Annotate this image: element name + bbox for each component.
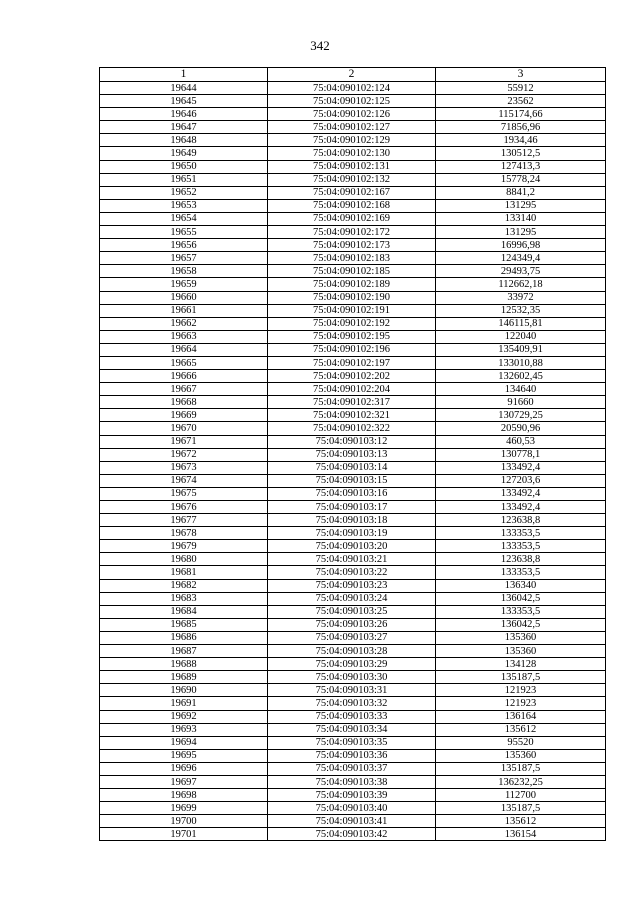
- table-row: [100, 343, 606, 356]
- table-cell-col-3: 133492,4: [436, 461, 606, 474]
- table-row: [100, 317, 606, 330]
- table-cell-col-3: 71856,96: [436, 121, 606, 134]
- table-row: [100, 435, 606, 448]
- table-cell-col-3: 29493,75: [436, 265, 606, 278]
- table-cell-col-2: 75:04:090102:129: [268, 134, 436, 147]
- table-cell-col-2: 75:04:090103:20: [268, 540, 436, 553]
- table-cell-col-2: 75:04:090102:197: [268, 356, 436, 369]
- table-cell-col-1: 19653: [100, 199, 268, 212]
- table-row: [100, 226, 606, 239]
- table-row: [100, 370, 606, 383]
- table-cell-col-2: 75:04:090103:23: [268, 579, 436, 592]
- table-cell-col-2: 75:04:090103:18: [268, 514, 436, 527]
- table-cell-col-1: 19662: [100, 317, 268, 330]
- table-cell-col-3: 133353,5: [436, 540, 606, 553]
- table-cell-col-1: 19690: [100, 684, 268, 697]
- table-cell-col-2: 75:04:090102:183: [268, 252, 436, 265]
- page-number: 342: [310, 38, 330, 53]
- table-cell-col-2: 75:04:090103:21: [268, 553, 436, 566]
- table-cell-col-2: 75:04:090102:127: [268, 121, 436, 134]
- table-cell-col-1: 19666: [100, 370, 268, 383]
- table-row: [100, 645, 606, 658]
- table-cell-col-1: 19696: [100, 762, 268, 775]
- table-cell-col-1: 19673: [100, 461, 268, 474]
- table-cell-col-3: 133010,88: [436, 356, 606, 369]
- table-cell-col-1: 19675: [100, 487, 268, 500]
- table-cell-col-2: 75:04:090103:15: [268, 474, 436, 487]
- table-cell-col-2: 75:04:090102:190: [268, 291, 436, 304]
- table-cell-col-3: 146115,81: [436, 317, 606, 330]
- table-cell-col-3: 130512,5: [436, 147, 606, 160]
- table-row: [100, 108, 606, 121]
- table-cell-col-3: 134640: [436, 383, 606, 396]
- table-cell-col-3: 135612: [436, 815, 606, 828]
- table-cell-col-2: 75:04:090102:126: [268, 108, 436, 121]
- table-cell-col-1: 19658: [100, 265, 268, 278]
- table-cell-col-1: 19660: [100, 291, 268, 304]
- table-cell-col-1: 19692: [100, 710, 268, 723]
- header-row: [100, 68, 606, 82]
- column-header-3: 3: [436, 68, 606, 82]
- table-cell-col-1: 19672: [100, 448, 268, 461]
- table-row: [100, 291, 606, 304]
- table-cell-col-2: 75:04:090102:124: [268, 82, 436, 95]
- table-cell-col-2: 75:04:090103:12: [268, 435, 436, 448]
- table-cell-col-3: 127413,3: [436, 160, 606, 173]
- table-cell-col-3: 135360: [436, 749, 606, 762]
- table-cell-col-2: 75:04:090102:195: [268, 330, 436, 343]
- table-cell-col-3: 133353,5: [436, 566, 606, 579]
- table-cell-col-2: 75:04:090102:167: [268, 186, 436, 199]
- table-cell-col-3: 133353,5: [436, 605, 606, 618]
- table-row: [100, 212, 606, 225]
- table-cell-col-2: 75:04:090103:19: [268, 527, 436, 540]
- table-cell-col-3: 23562: [436, 95, 606, 108]
- table-cell-col-2: 75:04:090102:192: [268, 317, 436, 330]
- table-cell-col-3: 133492,4: [436, 501, 606, 514]
- table-cell-col-1: 19680: [100, 553, 268, 566]
- table-cell-col-3: 136154: [436, 828, 606, 841]
- table-cell-col-2: 75:04:090103:33: [268, 710, 436, 723]
- table-cell-col-1: 19664: [100, 343, 268, 356]
- table-cell-col-3: 130729,25: [436, 409, 606, 422]
- table-row: [100, 487, 606, 500]
- table-cell-col-2: 75:04:090102:172: [268, 226, 436, 239]
- table-cell-col-2: 75:04:090102:202: [268, 370, 436, 383]
- table-row: [100, 147, 606, 160]
- table-cell-col-3: 121923: [436, 697, 606, 710]
- table-cell-col-3: 136042,5: [436, 592, 606, 605]
- table-cell-col-2: 75:04:090103:16: [268, 487, 436, 500]
- table-cell-col-1: 19652: [100, 186, 268, 199]
- table-cell-col-3: 12532,35: [436, 304, 606, 317]
- table-cell-col-3: 20590,96: [436, 422, 606, 435]
- table-cell-col-3: 122040: [436, 330, 606, 343]
- table-row: [100, 736, 606, 749]
- table-cell-col-3: 460,53: [436, 435, 606, 448]
- table-cell-col-3: 95520: [436, 736, 606, 749]
- table-row: [100, 304, 606, 317]
- table-cell-col-2: 75:04:090102:173: [268, 239, 436, 252]
- table-row: [100, 160, 606, 173]
- table-row: [100, 356, 606, 369]
- table-cell-col-1: 19674: [100, 474, 268, 487]
- table-row: [100, 789, 606, 802]
- table-cell-col-3: 131295: [436, 199, 606, 212]
- table-cell-col-2: 75:04:090102:322: [268, 422, 436, 435]
- table-row: [100, 396, 606, 409]
- table-cell-col-2: 75:04:090103:42: [268, 828, 436, 841]
- table-cell-col-1: 19657: [100, 252, 268, 265]
- table-cell-col-1: 19645: [100, 95, 268, 108]
- table-cell-col-1: 19663: [100, 330, 268, 343]
- table-cell-col-3: 135612: [436, 723, 606, 736]
- column-header-1: 1: [100, 68, 268, 82]
- table-row: [100, 474, 606, 487]
- table-cell-col-2: 75:04:090103:17: [268, 501, 436, 514]
- table-row: [100, 82, 606, 95]
- table-cell-col-3: 16996,98: [436, 239, 606, 252]
- table-cell-col-3: 15778,24: [436, 173, 606, 186]
- table-row: [100, 265, 606, 278]
- table-cell-col-3: 123638,8: [436, 553, 606, 566]
- table-header: [100, 68, 606, 82]
- table-cell-col-3: 134128: [436, 658, 606, 671]
- table-cell-col-1: 19687: [100, 645, 268, 658]
- table-cell-col-1: 19661: [100, 304, 268, 317]
- table-row: [100, 566, 606, 579]
- table-cell-col-1: 19650: [100, 160, 268, 173]
- table-row: [100, 422, 606, 435]
- table-row: [100, 199, 606, 212]
- table-cell-col-2: 75:04:090102:185: [268, 265, 436, 278]
- table-cell-col-1: 19678: [100, 527, 268, 540]
- table-row: [100, 409, 606, 422]
- table-cell-col-3: 91660: [436, 396, 606, 409]
- table-cell-col-3: 135187,5: [436, 671, 606, 684]
- table-cell-col-3: 136042,5: [436, 618, 606, 631]
- table-cell-col-2: 75:04:090103:24: [268, 592, 436, 605]
- table-cell-col-3: 55912: [436, 82, 606, 95]
- table-cell-col-1: 19671: [100, 435, 268, 448]
- table-cell-col-2: 75:04:090103:25: [268, 605, 436, 618]
- table-cell-col-1: 19670: [100, 422, 268, 435]
- table-cell-col-2: 75:04:090103:38: [268, 775, 436, 788]
- table-row: [100, 828, 606, 841]
- table-cell-col-1: 19677: [100, 514, 268, 527]
- table-cell-col-3: 135360: [436, 645, 606, 658]
- table-cell-col-2: 75:04:090103:40: [268, 802, 436, 815]
- table-row: [100, 631, 606, 644]
- table-cell-col-2: 75:04:090102:168: [268, 199, 436, 212]
- table-cell-col-2: 75:04:090103:35: [268, 736, 436, 749]
- table-cell-col-2: 75:04:090102:317: [268, 396, 436, 409]
- table-cell-col-3: 130778,1: [436, 448, 606, 461]
- table-cell-col-1: 19694: [100, 736, 268, 749]
- table-cell-col-2: 75:04:090102:125: [268, 95, 436, 108]
- table-row: [100, 448, 606, 461]
- table-row: [100, 605, 606, 618]
- table-cell-col-1: 19689: [100, 671, 268, 684]
- table-cell-col-2: 75:04:090102:131: [268, 160, 436, 173]
- table-cell-col-3: 121923: [436, 684, 606, 697]
- table-cell-col-3: 135187,5: [436, 802, 606, 815]
- table-cell-col-1: 19700: [100, 815, 268, 828]
- table-row: [100, 95, 606, 108]
- table-cell-col-1: 19668: [100, 396, 268, 409]
- table-cell-col-2: 75:04:090103:31: [268, 684, 436, 697]
- table-cell-col-1: 19648: [100, 134, 268, 147]
- table-cell-col-3: 127203,6: [436, 474, 606, 487]
- table-cell-col-2: 75:04:090102:130: [268, 147, 436, 160]
- table-body: [100, 82, 606, 841]
- table-cell-col-3: 131295: [436, 226, 606, 239]
- table-cell-col-2: 75:04:090103:26: [268, 618, 436, 631]
- table-row: [100, 592, 606, 605]
- table-cell-col-1: 19681: [100, 566, 268, 579]
- table-cell-col-2: 75:04:090103:39: [268, 789, 436, 802]
- table-cell-col-1: 19676: [100, 501, 268, 514]
- table-row: [100, 501, 606, 514]
- table-cell-col-3: 123638,8: [436, 514, 606, 527]
- table-cell-col-3: 133492,4: [436, 487, 606, 500]
- table-cell-col-3: 8841,2: [436, 186, 606, 199]
- table-row: [100, 527, 606, 540]
- table-cell-col-2: 75:04:090102:189: [268, 278, 436, 291]
- table-cell-col-3: 135187,5: [436, 762, 606, 775]
- table-row: [100, 723, 606, 736]
- table-cell-col-3: 33972: [436, 291, 606, 304]
- table-cell-col-1: 19684: [100, 605, 268, 618]
- table-row: [100, 173, 606, 186]
- table-row: [100, 749, 606, 762]
- table-row: [100, 618, 606, 631]
- table-cell-col-1: 19686: [100, 631, 268, 644]
- table-cell-col-1: 19697: [100, 775, 268, 788]
- table-cell-col-1: 19669: [100, 409, 268, 422]
- table-row: [100, 278, 606, 291]
- table-cell-col-1: 19651: [100, 173, 268, 186]
- table-row: [100, 775, 606, 788]
- table-cell-col-2: 75:04:090102:204: [268, 383, 436, 396]
- table-cell-col-1: 19649: [100, 147, 268, 160]
- table-cell-col-1: 19695: [100, 749, 268, 762]
- table-cell-col-1: 19698: [100, 789, 268, 802]
- table-cell-col-2: 75:04:090102:196: [268, 343, 436, 356]
- table-cell-col-1: 19667: [100, 383, 268, 396]
- table-cell-col-2: 75:04:090103:37: [268, 762, 436, 775]
- table-row: [100, 514, 606, 527]
- table-cell-col-1: 19656: [100, 239, 268, 252]
- table-cell-col-2: 75:04:090102:191: [268, 304, 436, 317]
- table-row: [100, 186, 606, 199]
- table-cell-col-1: 19647: [100, 121, 268, 134]
- table-row: [100, 671, 606, 684]
- table-row: [100, 121, 606, 134]
- table-cell-col-3: 133140: [436, 212, 606, 225]
- table-cell-col-2: 75:04:090102:321: [268, 409, 436, 422]
- table-cell-col-3: 132602,45: [436, 370, 606, 383]
- table-cell-col-2: 75:04:090103:30: [268, 671, 436, 684]
- table-row: [100, 658, 606, 671]
- table-row: [100, 540, 606, 553]
- table-row: [100, 383, 606, 396]
- table-row: [100, 239, 606, 252]
- table-cell-col-3: 136340: [436, 579, 606, 592]
- table-cell-col-2: 75:04:090103:41: [268, 815, 436, 828]
- table-row: [100, 697, 606, 710]
- table-cell-col-3: 135409,91: [436, 343, 606, 356]
- table-cell-col-3: 112662,18: [436, 278, 606, 291]
- table-cell-col-2: 75:04:090103:27: [268, 631, 436, 644]
- table-cell-col-1: 19688: [100, 658, 268, 671]
- table-cell-col-1: 19665: [100, 356, 268, 369]
- table-cell-col-2: 75:04:090103:14: [268, 461, 436, 474]
- table-cell-col-1: 19682: [100, 579, 268, 592]
- data-table: [99, 67, 606, 841]
- table-row: [100, 815, 606, 828]
- table-cell-col-1: 19654: [100, 212, 268, 225]
- table-cell-col-1: 19691: [100, 697, 268, 710]
- table-cell-col-1: 19693: [100, 723, 268, 736]
- table-cell-col-3: 124349,4: [436, 252, 606, 265]
- table-cell-col-1: 19683: [100, 592, 268, 605]
- table-cell-col-2: 75:04:090103:28: [268, 645, 436, 658]
- table-row: [100, 252, 606, 265]
- table-row: [100, 802, 606, 815]
- table-cell-col-3: 115174,66: [436, 108, 606, 121]
- table-cell-col-2: 75:04:090102:169: [268, 212, 436, 225]
- table-cell-col-1: 19644: [100, 82, 268, 95]
- table-cell-col-2: 75:04:090103:22: [268, 566, 436, 579]
- column-header-2: 2: [268, 68, 436, 82]
- table-cell-col-2: 75:04:090103:29: [268, 658, 436, 671]
- table-row: [100, 710, 606, 723]
- table-cell-col-2: 75:04:090103:34: [268, 723, 436, 736]
- table-cell-col-3: 136164: [436, 710, 606, 723]
- table-row: [100, 579, 606, 592]
- table-cell-col-2: 75:04:090102:132: [268, 173, 436, 186]
- table-row: [100, 330, 606, 343]
- table-cell-col-1: 19685: [100, 618, 268, 631]
- table-cell-col-1: 19701: [100, 828, 268, 841]
- table-cell-col-3: 1934,46: [436, 134, 606, 147]
- table-row: [100, 134, 606, 147]
- table-row: [100, 461, 606, 474]
- table-row: [100, 553, 606, 566]
- table-row: [100, 762, 606, 775]
- table-row: [100, 684, 606, 697]
- table-cell-col-2: 75:04:090103:13: [268, 448, 436, 461]
- table-cell-col-1: 19679: [100, 540, 268, 553]
- table-cell-col-2: 75:04:090103:36: [268, 749, 436, 762]
- table-cell-col-1: 19659: [100, 278, 268, 291]
- table-cell-col-3: 112700: [436, 789, 606, 802]
- table-cell-col-1: 19699: [100, 802, 268, 815]
- table-cell-col-1: 19646: [100, 108, 268, 121]
- table-cell-col-2: 75:04:090103:32: [268, 697, 436, 710]
- table-cell-col-3: 136232,25: [436, 775, 606, 788]
- table-cell-col-1: 19655: [100, 226, 268, 239]
- table-cell-col-3: 133353,5: [436, 527, 606, 540]
- table-cell-col-3: 135360: [436, 631, 606, 644]
